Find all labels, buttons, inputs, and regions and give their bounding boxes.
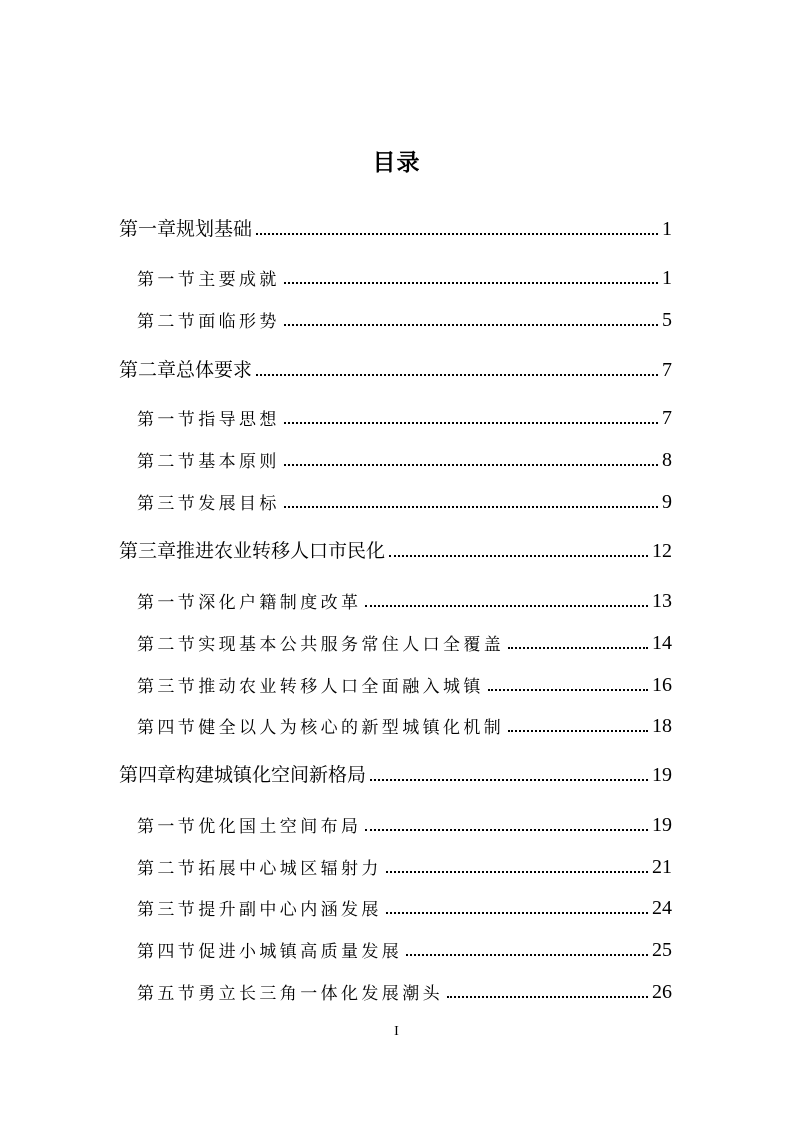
toc-entry-label: 第四章构建城镇化空间新格局 bbox=[119, 764, 367, 786]
dot-leader bbox=[365, 829, 648, 831]
toc-entry-section[interactable] bbox=[137, 894, 672, 920]
toc-entry-page: 7 bbox=[662, 407, 672, 429]
toc-entry-label: 第一节优化国土空间布局 bbox=[137, 817, 362, 837]
toc-entry-label: 第二节拓展中心城区辐射力 bbox=[137, 859, 382, 879]
toc-entry-section[interactable] bbox=[137, 446, 672, 472]
toc-entry-section[interactable] bbox=[137, 264, 672, 290]
dot-leader bbox=[406, 954, 648, 956]
dot-leader bbox=[508, 730, 648, 732]
toc-entry-label: 第一节指导思想 bbox=[137, 410, 280, 430]
toc-entry-label: 第四节促进小城镇高质量发展 bbox=[137, 942, 403, 962]
toc-entry-page: 19 bbox=[652, 814, 672, 836]
toc-entry-label: 第三章推进农业转移人口市民化 bbox=[119, 540, 386, 562]
dot-leader bbox=[488, 689, 648, 691]
dot-leader bbox=[256, 233, 658, 235]
toc-entry-page: 14 bbox=[652, 632, 672, 654]
toc-entry-label: 第三节提升副中心内涵发展 bbox=[137, 900, 382, 920]
dot-leader bbox=[284, 324, 658, 326]
toc-entry-section[interactable] bbox=[137, 811, 672, 837]
toc-entry-page: 19 bbox=[652, 764, 672, 786]
toc-entry-page: 18 bbox=[652, 715, 672, 737]
toc-entry-label: 第二章总体要求 bbox=[119, 359, 253, 381]
toc-entry-page: 9 bbox=[662, 491, 672, 513]
toc-entry-label: 第一节深化户籍制度改革 bbox=[137, 593, 362, 613]
toc-entry-chapter[interactable] bbox=[119, 356, 672, 382]
toc-entry-label: 第二节面临形势 bbox=[137, 312, 280, 332]
dot-leader bbox=[447, 996, 648, 998]
toc-entry-page: 16 bbox=[652, 674, 672, 696]
dot-leader bbox=[508, 647, 648, 649]
toc-entry-section[interactable] bbox=[137, 936, 672, 962]
dot-leader bbox=[386, 871, 648, 873]
toc-entry-page: 8 bbox=[662, 449, 672, 471]
toc-entry-chapter[interactable] bbox=[119, 537, 672, 563]
dot-leader bbox=[256, 374, 658, 376]
toc-entry-section[interactable] bbox=[137, 853, 672, 879]
toc-entry-section[interactable] bbox=[137, 978, 672, 1004]
toc-entry-label: 第一节主要成就 bbox=[137, 270, 280, 290]
toc-entry-page: 26 bbox=[652, 981, 672, 1003]
toc-title: 目录 bbox=[372, 150, 421, 176]
toc-entry-page: 24 bbox=[652, 897, 672, 919]
dot-leader bbox=[370, 779, 648, 781]
dot-leader bbox=[284, 506, 658, 508]
toc-entry-page: 7 bbox=[662, 359, 672, 381]
toc-entry-label: 第二节实现基本公共服务常住人口全覆盖 bbox=[137, 635, 505, 655]
toc-entry-label: 第五节勇立长三角一体化发展潮头 bbox=[137, 984, 443, 1004]
dot-leader bbox=[284, 464, 658, 466]
toc-entry-section[interactable] bbox=[137, 712, 672, 738]
toc-entry-section[interactable] bbox=[137, 306, 672, 332]
toc-entry-page: 13 bbox=[652, 590, 672, 612]
toc-entry-page: 12 bbox=[652, 540, 672, 562]
dot-leader bbox=[365, 605, 648, 607]
toc-entry-section[interactable] bbox=[137, 404, 672, 430]
toc-entry-section[interactable] bbox=[137, 587, 672, 613]
toc-entry-chapter[interactable] bbox=[119, 215, 672, 241]
dot-leader bbox=[386, 912, 648, 914]
page-number: I bbox=[394, 1024, 399, 1039]
toc-entry-page: 21 bbox=[652, 856, 672, 878]
dot-leader bbox=[284, 422, 658, 424]
toc-entry-section[interactable] bbox=[137, 671, 672, 697]
dot-leader bbox=[284, 282, 658, 284]
toc-entry-section[interactable] bbox=[137, 629, 672, 655]
dot-leader bbox=[389, 555, 648, 557]
toc-entry-page: 1 bbox=[662, 267, 672, 289]
toc-entry-page: 1 bbox=[662, 218, 672, 240]
toc-entry-page: 25 bbox=[652, 939, 672, 961]
toc-entry-label: 第三节发展目标 bbox=[137, 494, 280, 514]
toc-entry-section[interactable] bbox=[137, 488, 672, 514]
toc-entry-label: 第一章规划基础 bbox=[119, 218, 253, 240]
toc-entry-page: 5 bbox=[662, 309, 672, 331]
toc-entry-label: 第二节基本原则 bbox=[137, 452, 280, 472]
toc-entry-label: 第三节推动农业转移人口全面融入城镇 bbox=[137, 677, 484, 697]
toc-entry-label: 第四节健全以人为核心的新型城镇化机制 bbox=[137, 718, 505, 738]
toc-entry-chapter[interactable] bbox=[119, 761, 672, 787]
